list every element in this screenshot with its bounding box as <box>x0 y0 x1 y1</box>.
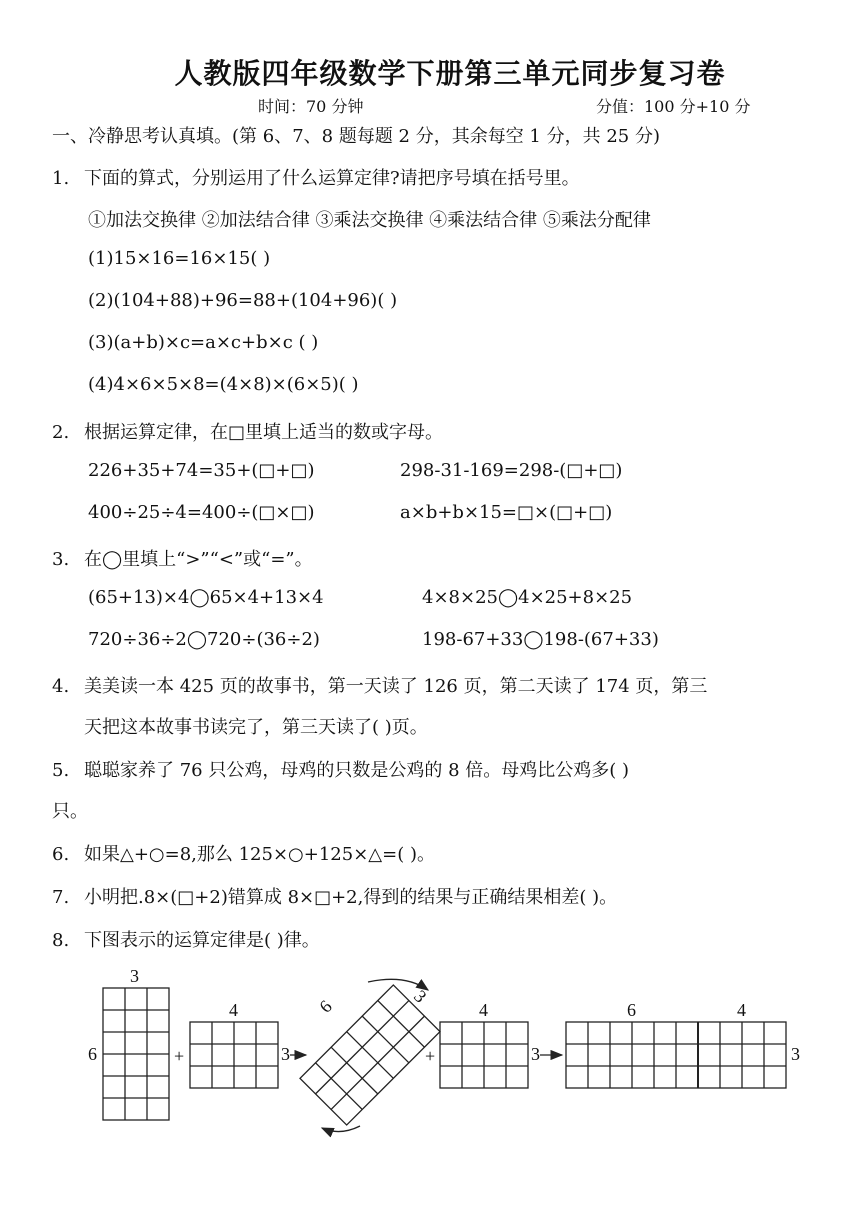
label-right: 3 <box>791 1044 800 1064</box>
question-number: 8. <box>52 930 70 951</box>
question-number: 3. <box>52 549 70 570</box>
q3-compare-3: 720÷36÷2◯720÷(36÷2) <box>88 629 320 650</box>
section-heading: 一、冷静思考认真填。(第 6、7、8 题每题 2 分，其余每空 1 分，共 25 分) <box>52 126 660 147</box>
label-rotated-long: 6 <box>315 996 336 1017</box>
question-text: 聪聪家养了 76 只公鸡，母鸡的只数是公鸡的 8 倍。母鸡比公鸡多( ) <box>84 760 630 781</box>
label-right: 3 <box>531 1044 540 1064</box>
label-top: 3 <box>130 966 139 986</box>
q1-item-3: (3)(a+b)×c=a×c+b×c ( ) <box>88 332 319 353</box>
question-number: 5. <box>52 760 70 781</box>
question-text: 下图表示的运算定律是( )律。 <box>84 930 320 951</box>
question-number: 2. <box>52 422 70 443</box>
q3-compare-4: 198-67+33◯198-(67+33) <box>422 629 659 650</box>
grid-4x3 <box>190 1022 278 1088</box>
q3-compare-2: 4×8×25◯4×25+8×25 <box>422 587 633 608</box>
rotate-arrow-icon <box>368 979 428 990</box>
question-number: 7. <box>52 887 70 908</box>
score-label: 分值：100 分+10 分 <box>596 97 751 116</box>
question-number: 4. <box>52 676 70 697</box>
q1-item-1: (1)15×16=16×15( ) <box>88 248 271 269</box>
question-number: 6. <box>52 844 70 865</box>
grid-3x6 <box>103 988 169 1120</box>
question-text: 如果△+○=8,那么 125×○+125×△=( )。 <box>84 844 435 865</box>
combined-grid-10x3 <box>566 1022 786 1088</box>
label-top: 4 <box>479 1000 488 1020</box>
q2-expr-3: 400÷25÷4=400÷(□×□) <box>88 502 315 523</box>
grid-4x3-second <box>440 1022 528 1088</box>
q2-expr-2: 298-31-169=298-(□+□) <box>400 460 623 481</box>
time-label: 时间：70 分钟 <box>258 97 364 116</box>
q2-expr-4: a×b+b×15=□×(□+□) <box>400 502 613 523</box>
label-top-left: 6 <box>627 1000 636 1020</box>
question-text: 下面的算式，分别运用了什么运算定律?请把序号填在括号里。 <box>84 168 580 189</box>
page-title: 人教版四年级数学下册第三单元同步复习卷 <box>174 57 726 90</box>
question-4-continued: 天把这本故事书读完了，第三天读了( )页。 <box>84 717 428 738</box>
label-rotated-short: 3 <box>410 986 431 1007</box>
question-5-continued: 只。 <box>52 801 88 822</box>
question-number: 1. <box>52 168 70 189</box>
label-top-right: 4 <box>737 1000 746 1020</box>
label-right: 3 <box>281 1044 290 1064</box>
q2-expr-1: 226+35+74=35+(□+□) <box>88 460 315 481</box>
q1-item-4: (4)4×6×5×8=(4×8)×(6×5)( ) <box>88 374 359 395</box>
q3-compare-1: (65+13)×4◯65×4+13×4 <box>88 587 324 608</box>
plus-sign: + <box>174 1046 185 1066</box>
rotate-arrow-icon <box>322 1126 360 1132</box>
question-text: 小明把.8×(□+2)错算成 8×□+2,得到的结果与正确结果相差( )。 <box>84 887 618 908</box>
question-text: 美美读一本 425 页的故事书，第一天读了 126 页，第二天读了 174 页，第三 <box>84 676 708 697</box>
law-options: ①加法交换律 ②加法结合律 ③乘法交换律 ④乘法结合律 ⑤乘法分配律 <box>88 210 651 231</box>
label-top: 4 <box>229 1000 238 1020</box>
q1-item-2: (2)(104+88)+96=88+(104+96)( ) <box>88 290 398 311</box>
label-left: 6 <box>88 1044 97 1064</box>
plus-sign: + <box>425 1046 436 1066</box>
question-text: 根据运算定律，在□里填上适当的数或字母。 <box>84 422 444 443</box>
question-text: 在◯里填上“>”“<”或“=”。 <box>84 549 313 570</box>
